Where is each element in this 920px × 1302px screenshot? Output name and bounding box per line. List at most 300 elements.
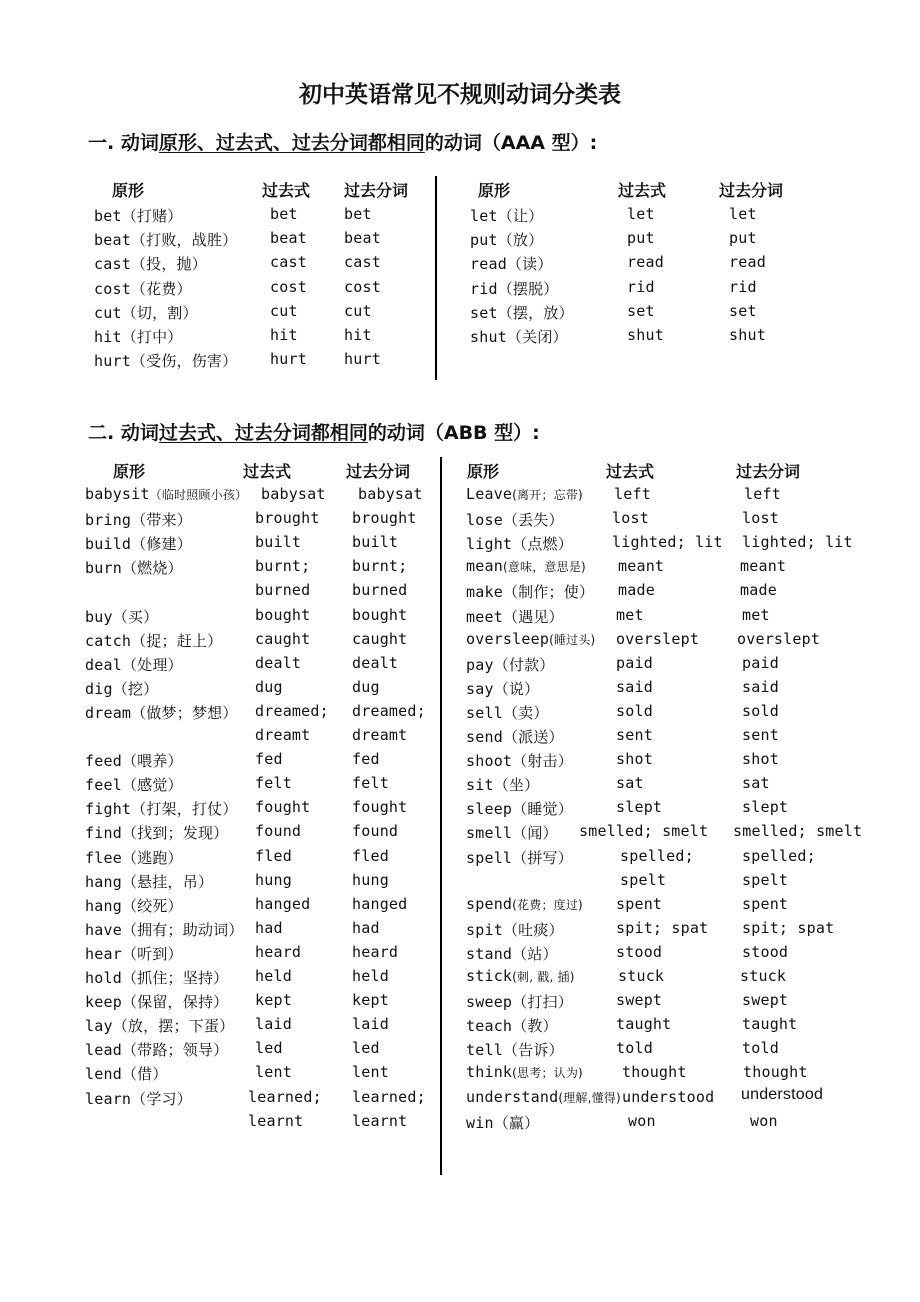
s2-left-pp: lent: [352, 1063, 389, 1081]
s2-right-past: overslept: [616, 630, 700, 648]
s2-left-base: [85, 798, 238, 819]
s2-right-meaning: (离开；忘带): [512, 488, 583, 502]
s2-left-past: dealt: [255, 654, 302, 672]
s2-left-base: [85, 991, 228, 1012]
s2-left-meaning: （带路；领导）: [121, 1041, 229, 1059]
section2-heading: [88, 418, 540, 445]
s2-left-pp: built: [352, 533, 399, 551]
s2-right-header-past: 过去式: [606, 462, 655, 481]
s2-right-pp: sat: [742, 774, 770, 792]
s1-left-pp: beat: [344, 229, 381, 247]
s2-right-word: Leave: [466, 485, 513, 503]
s2-right-meaning: (思考；认为): [512, 1066, 583, 1080]
s1-left-past: hit: [270, 326, 298, 344]
s2-left-word: keep: [85, 993, 122, 1011]
s2-right-past: thought: [622, 1063, 687, 1081]
s1-left-pp: cost: [344, 278, 381, 296]
s1-right-pp: rid: [729, 278, 757, 296]
s2-right-base: [466, 895, 583, 913]
s2-right-past: sold: [616, 702, 653, 720]
s2-right-pp: slept: [742, 798, 789, 816]
s1-right-header-pp: 过去分词: [719, 181, 784, 200]
s2-right-past: stuck: [618, 967, 665, 985]
s2-right-pp: told: [742, 1039, 779, 1057]
s2-right-meaning: （睡觉）: [512, 800, 573, 818]
s2-left-pp: babysat: [358, 485, 423, 503]
s2-right-past: spent: [616, 895, 663, 913]
s1-right-past: rid: [627, 278, 655, 296]
s2-right-past: spelt: [620, 871, 667, 889]
s2-left-past: babysat: [261, 485, 326, 503]
s2-right-word: sit: [466, 776, 494, 794]
s1-left-pp: hurt: [344, 350, 381, 368]
s2-right-meaning: (花费；度过): [512, 898, 583, 912]
s2-right-pp: meant: [740, 557, 787, 575]
s2-left-meaning: （处理）: [121, 656, 183, 674]
s2-right-word: make: [466, 583, 503, 601]
s2-left-base: [85, 822, 228, 843]
s2-right-meaning: （吐痰）: [502, 921, 564, 939]
s2-right-past: sent: [616, 726, 653, 744]
s2-left-pp: fought: [352, 798, 408, 816]
s2-left-word: buy: [85, 608, 113, 626]
s2-right-past: swept: [616, 991, 663, 1009]
s1-right-pp: read: [729, 253, 766, 271]
s2-right-past: stood: [616, 943, 663, 961]
s2-right-base: [466, 1039, 564, 1060]
s2-left-word: find: [85, 824, 122, 842]
s2-right-word: pay: [466, 656, 494, 674]
s2-left-past: heard: [255, 943, 302, 961]
s2-left-base: [85, 1063, 168, 1084]
s2-left-meaning: （带来）: [131, 511, 192, 529]
s2-right-base: [466, 581, 594, 602]
s2-left-pp: fed: [352, 750, 380, 768]
s2-right-base: [466, 630, 595, 648]
s2-right-base: [466, 485, 583, 503]
s2-right-word: light: [466, 535, 513, 553]
s2-left-base: [85, 750, 183, 771]
s1-left-past: beat: [270, 229, 307, 247]
s2-right-meaning: (理解,懂得): [558, 1091, 621, 1105]
s2-left-past: dreamt: [255, 726, 311, 744]
s2-left-meaning: （挖）: [112, 680, 159, 698]
s2-left-meaning: （找到；发现）: [121, 824, 229, 842]
s1-left-base: cost（花费）: [94, 280, 192, 298]
s2-left-base: [85, 702, 238, 723]
s2-right-word: stick: [466, 967, 513, 985]
s2-left-pp: hanged: [352, 895, 408, 913]
s2-left-base: [85, 630, 222, 651]
s2-left-pp: learned;: [352, 1088, 426, 1106]
s2-right-pp: spelled;: [742, 847, 816, 865]
s2-right-base: [466, 726, 564, 747]
s2-right-meaning: (意味，意思是): [502, 560, 586, 574]
s2-right-word: teach: [466, 1017, 513, 1035]
s2-right-word: lose: [466, 511, 503, 529]
s2-right-meaning: （派送）: [502, 728, 564, 746]
s2-right-word: shoot: [466, 752, 513, 770]
s2-right-pp: stood: [742, 943, 789, 961]
s2-right-word: win: [466, 1114, 494, 1132]
s1-left-base: beat（打败，战胜）: [94, 231, 238, 249]
s2-right-pp: spit; spat: [742, 919, 835, 937]
s1-left-past: cast: [270, 253, 307, 271]
s2-left-word: babysit: [85, 485, 150, 503]
s2-left-past: brought: [255, 509, 320, 527]
s2-right-past: understood: [622, 1088, 715, 1106]
s2-right-pp: spelt: [742, 871, 789, 889]
s2-right-meaning: （丢失）: [502, 511, 564, 529]
s2-right-past: lighted; lit: [612, 533, 723, 551]
s2-left-pp: held: [352, 967, 389, 985]
section2-divider: [440, 457, 442, 1175]
s2-left-pp: felt: [352, 774, 389, 792]
s1-left-base: hurt（受伤，伤害）: [94, 352, 238, 370]
s2-left-word: bring: [85, 511, 132, 529]
s2-left-meaning: （保留，保持）: [121, 993, 229, 1011]
s2-right-past: smelled; smelt: [579, 822, 709, 840]
s2-right-base: [466, 702, 549, 723]
s1-left-base: cast（投，抛）: [94, 255, 207, 273]
s2-right-meaning: （坐）: [493, 776, 540, 794]
s2-left-past: built: [255, 533, 302, 551]
s2-right-word: spend: [466, 895, 513, 913]
s2-right-word: oversleep: [466, 630, 550, 648]
s2-left-base: [85, 919, 244, 940]
s2-left-meaning: （临时照顾小孩）: [149, 488, 248, 502]
s2-left-pp: dreamed;: [352, 702, 426, 720]
s2-right-base: [466, 1088, 621, 1106]
s2-left-base: [85, 967, 228, 988]
s2-right-past: slept: [616, 798, 663, 816]
s2-right-word: understand: [466, 1088, 559, 1106]
s1-left-past: cost: [270, 278, 307, 296]
s2-right-meaning: (睡过头): [549, 633, 596, 647]
s1-right-past: read: [627, 253, 664, 271]
s2-right-past: shot: [616, 750, 653, 768]
s1-left-header-base: 原形: [112, 181, 145, 200]
s2-left-word: feed: [85, 752, 122, 770]
s2-right-pp: sold: [742, 702, 779, 720]
s2-right-base: [466, 943, 558, 964]
s2-right-meaning: （说）: [493, 680, 540, 698]
s2-right-pp: lost: [742, 509, 779, 527]
s2-left-past: learnt: [248, 1112, 304, 1130]
s2-right-pp: overslept: [737, 630, 821, 648]
s2-right-base: [466, 654, 555, 675]
s2-right-pp: understood: [741, 1086, 824, 1103]
s2-left-word: learn: [85, 1090, 132, 1108]
section1-heading-prefix: 一. 动词: [88, 132, 159, 154]
s2-left-past: learned;: [248, 1088, 322, 1106]
s2-left-meaning: （听到）: [121, 945, 183, 963]
s1-right-base: read（读）: [470, 255, 553, 273]
s2-right-word: mean: [466, 557, 503, 575]
s2-left-word: lead: [85, 1041, 122, 1059]
s2-left-pp: bought: [352, 606, 408, 624]
page-title: 初中英语常见不规则动词分类表: [299, 82, 621, 108]
s2-right-base: [466, 967, 575, 985]
s2-left-base: [85, 485, 247, 503]
s2-left-meaning: （喂养）: [121, 752, 183, 770]
s2-right-past: spit; spat: [616, 919, 709, 937]
s2-left-past: dreamed;: [255, 702, 329, 720]
s2-left-base: [85, 895, 183, 916]
s2-right-base: [466, 509, 564, 530]
s2-right-meaning: （付款）: [493, 656, 555, 674]
s2-left-base: [85, 847, 183, 868]
s2-left-meaning: （打架，打仗）: [131, 800, 238, 818]
s2-left-meaning: （捉；赶上）: [131, 632, 223, 650]
s2-right-word: send: [466, 728, 503, 746]
s2-right-past: left: [614, 485, 651, 503]
s2-left-word: build: [85, 535, 132, 553]
s1-left-pp: cast: [344, 253, 381, 271]
s2-left-word: catch: [85, 632, 132, 650]
s2-right-word: sweep: [466, 993, 513, 1011]
s2-left-base: [85, 871, 213, 892]
s2-left-past: caught: [255, 630, 311, 648]
s2-left-base: [85, 943, 183, 964]
s2-right-pp: left: [744, 485, 781, 503]
s2-right-meaning: （赢）: [493, 1114, 540, 1132]
s2-left-past: had: [255, 919, 283, 937]
s2-left-word: flee: [85, 849, 122, 867]
s2-right-word: think: [466, 1063, 513, 1081]
s2-right-meaning: （站）: [512, 945, 558, 963]
s2-left-base: [85, 509, 192, 530]
s2-right-meaning: （教）: [512, 1017, 558, 1035]
s2-left-base: [85, 533, 192, 554]
s2-left-pp: kept: [352, 991, 389, 1009]
s2-left-past: laid: [255, 1015, 292, 1033]
s2-right-past: made: [618, 581, 655, 599]
s2-left-header-pp: 过去分词: [346, 462, 411, 481]
s2-right-pp: sent: [742, 726, 779, 744]
s2-left-past: hanged: [255, 895, 311, 913]
s2-right-word: stand: [466, 945, 513, 963]
s2-left-word: hang: [85, 873, 122, 891]
s2-left-header-past: 过去式: [243, 462, 292, 481]
s2-left-past: lent: [255, 1063, 292, 1081]
s2-right-word: sell: [466, 704, 503, 722]
s2-left-word: lay: [85, 1017, 113, 1035]
s2-right-meaning: （遇见）: [502, 608, 564, 626]
s2-right-pp: taught: [742, 1015, 798, 1033]
s2-right-past: paid: [616, 654, 653, 672]
s2-left-meaning: （学习）: [131, 1090, 192, 1108]
s2-left-word: burn: [85, 559, 122, 577]
s2-left-base: [85, 1088, 192, 1109]
s2-left-meaning: （逃跑）: [121, 849, 183, 867]
s2-left-meaning: （买）: [112, 608, 159, 626]
s2-left-past: bought: [255, 606, 311, 624]
s2-right-meaning: （拼写）: [512, 849, 573, 867]
s1-right-base: shut（关闭）: [470, 328, 568, 346]
s2-left-past: led: [255, 1039, 283, 1057]
s2-left-past: fought: [255, 798, 311, 816]
s2-left-meaning: （燃烧）: [121, 559, 183, 577]
s2-right-past: said: [616, 678, 653, 696]
s2-right-meaning: （卖）: [502, 704, 549, 722]
s2-left-pp: dreamt: [352, 726, 408, 744]
s2-right-past: lost: [612, 509, 649, 527]
section1-divider: [435, 176, 437, 380]
s2-left-meaning: （抓住；坚持）: [121, 969, 229, 987]
s2-right-pp: shot: [742, 750, 779, 768]
s1-right-base: rid（摆脱）: [470, 280, 559, 298]
s1-left-past: cut: [270, 302, 298, 320]
s2-left-word: deal: [85, 656, 122, 674]
s2-right-past: won: [628, 1112, 656, 1130]
s2-right-past: met: [616, 606, 644, 624]
s2-left-word: dig: [85, 680, 113, 698]
s2-right-meaning: （制作；使）: [502, 583, 595, 601]
s2-left-pp: fled: [352, 847, 389, 865]
section1-heading-underlined: 原形、过去式、过去分词都相同: [158, 132, 425, 154]
s2-left-word: lend: [85, 1065, 122, 1083]
s2-left-pp: dealt: [352, 654, 399, 672]
s2-right-word: meet: [466, 608, 503, 626]
s2-left-pp: led: [352, 1039, 380, 1057]
s2-right-past: meant: [618, 557, 665, 575]
s2-right-past: taught: [616, 1015, 672, 1033]
s1-right-past: shut: [627, 326, 664, 344]
s2-left-pp: heard: [352, 943, 399, 961]
s2-left-past: found: [255, 822, 302, 840]
s2-right-pp: paid: [742, 654, 779, 672]
s2-left-pp: laid: [352, 1015, 389, 1033]
section1-heading: [88, 128, 597, 155]
s2-right-base: [466, 847, 573, 868]
s2-right-word: sleep: [466, 800, 513, 818]
s2-right-pp: won: [750, 1112, 778, 1130]
s2-right-base: [466, 774, 539, 795]
s2-left-word: have: [85, 921, 122, 939]
s1-left-header-past: 过去式: [262, 181, 311, 200]
section2-heading-underlined: 过去式、过去分词都相同: [158, 422, 368, 444]
s2-right-pp: thought: [743, 1063, 808, 1081]
s1-right-past: put: [627, 229, 655, 247]
s2-right-pp: met: [742, 606, 770, 624]
s2-left-pp: caught: [352, 630, 408, 648]
s2-right-base: [466, 1015, 558, 1036]
s2-left-meaning: （做梦；梦想）: [131, 704, 238, 722]
s1-right-pp: let: [729, 205, 757, 223]
s2-right-pp: smelled; smelt: [733, 822, 863, 840]
s2-left-base: [85, 606, 158, 627]
s2-left-pp: hung: [352, 871, 389, 889]
s1-left-base: bet（打赌）: [94, 207, 183, 225]
s2-left-word: hold: [85, 969, 122, 987]
s2-left-meaning: （放，摆；下蛋）: [112, 1017, 235, 1035]
s1-right-pp: shut: [729, 326, 766, 344]
section2-heading-prefix: 二. 动词: [88, 422, 159, 444]
s2-left-meaning: （拥有；助动词）: [121, 921, 244, 939]
s2-left-meaning: （修建）: [131, 535, 192, 553]
section2-heading-suffix: 的动词（ABB 型）:: [367, 422, 540, 444]
s2-right-header-pp: 过去分词: [736, 462, 801, 481]
s2-left-past: held: [255, 967, 292, 985]
s2-right-header-base: 原形: [467, 462, 500, 481]
s2-right-base: [466, 1112, 539, 1133]
s2-left-word: hear: [85, 945, 122, 963]
s2-right-word: tell: [466, 1041, 503, 1059]
s2-left-past: dug: [255, 678, 283, 696]
s1-left-header-pp: 过去分词: [344, 181, 409, 200]
s2-right-past: sat: [616, 774, 644, 792]
s1-right-header-base: 原形: [478, 181, 511, 200]
s2-left-base: [85, 654, 183, 675]
s2-left-word: fight: [85, 800, 132, 818]
s2-right-pp: said: [742, 678, 779, 696]
s2-right-meaning: （射击）: [512, 752, 573, 770]
s2-right-pp: made: [740, 581, 777, 599]
s1-left-pp: bet: [344, 205, 372, 223]
s2-right-base: [466, 919, 564, 940]
s2-right-base: [466, 798, 573, 819]
s1-right-pp: put: [729, 229, 757, 247]
s2-left-pp: dug: [352, 678, 380, 696]
s2-left-pp: learnt: [352, 1112, 408, 1130]
s2-left-meaning: （借）: [121, 1065, 168, 1083]
s2-left-base: [85, 678, 158, 699]
s2-left-pp: found: [352, 822, 399, 840]
s1-left-pp: hit: [344, 326, 372, 344]
s1-right-pp: set: [729, 302, 757, 320]
s1-left-base: cut（切，割）: [94, 304, 198, 322]
s1-right-base: put（放）: [470, 231, 544, 249]
s2-left-past: felt: [255, 774, 292, 792]
s2-left-past: burned: [255, 581, 311, 599]
s2-right-past: spelled;: [620, 847, 694, 865]
s2-left-past: hung: [255, 871, 292, 889]
s2-left-pp: had: [352, 919, 380, 937]
s2-right-past: told: [616, 1039, 653, 1057]
s1-right-header-past: 过去式: [618, 181, 667, 200]
s2-left-past: fed: [255, 750, 283, 768]
s2-right-base: [466, 1063, 583, 1081]
s2-left-pp: burned: [352, 581, 408, 599]
s2-right-base: [466, 822, 558, 843]
s1-right-base: let（让）: [470, 207, 544, 225]
s2-right-meaning: （闻）: [512, 824, 558, 842]
s2-left-base: [85, 1039, 228, 1060]
s1-left-past: bet: [270, 205, 298, 223]
s2-left-meaning: （悬挂，吊）: [121, 873, 214, 891]
s2-left-word: feel: [85, 776, 122, 794]
s2-right-word: smell: [466, 824, 513, 842]
s2-left-pp: brought: [352, 509, 417, 527]
s2-right-meaning: （点燃）: [512, 535, 573, 553]
s2-left-pp: burnt;: [352, 557, 408, 575]
section1-heading-suffix: 的动词（AAA 型）:: [424, 132, 598, 154]
s2-right-base: [466, 678, 539, 699]
s2-right-word: spit: [466, 921, 503, 939]
s2-left-past: kept: [255, 991, 292, 1009]
s2-right-pp: lighted; lit: [742, 533, 853, 551]
s2-right-base: [466, 991, 573, 1012]
s2-left-past: burnt;: [255, 557, 311, 575]
s2-left-meaning: （感觉）: [121, 776, 183, 794]
s2-right-pp: spent: [742, 895, 789, 913]
s2-right-pp: stuck: [740, 967, 787, 985]
s2-right-meaning: （告诉）: [502, 1041, 564, 1059]
s1-left-pp: cut: [344, 302, 372, 320]
s2-right-base: [466, 606, 564, 627]
s2-right-meaning: (刺, 戳, 插): [512, 970, 575, 984]
